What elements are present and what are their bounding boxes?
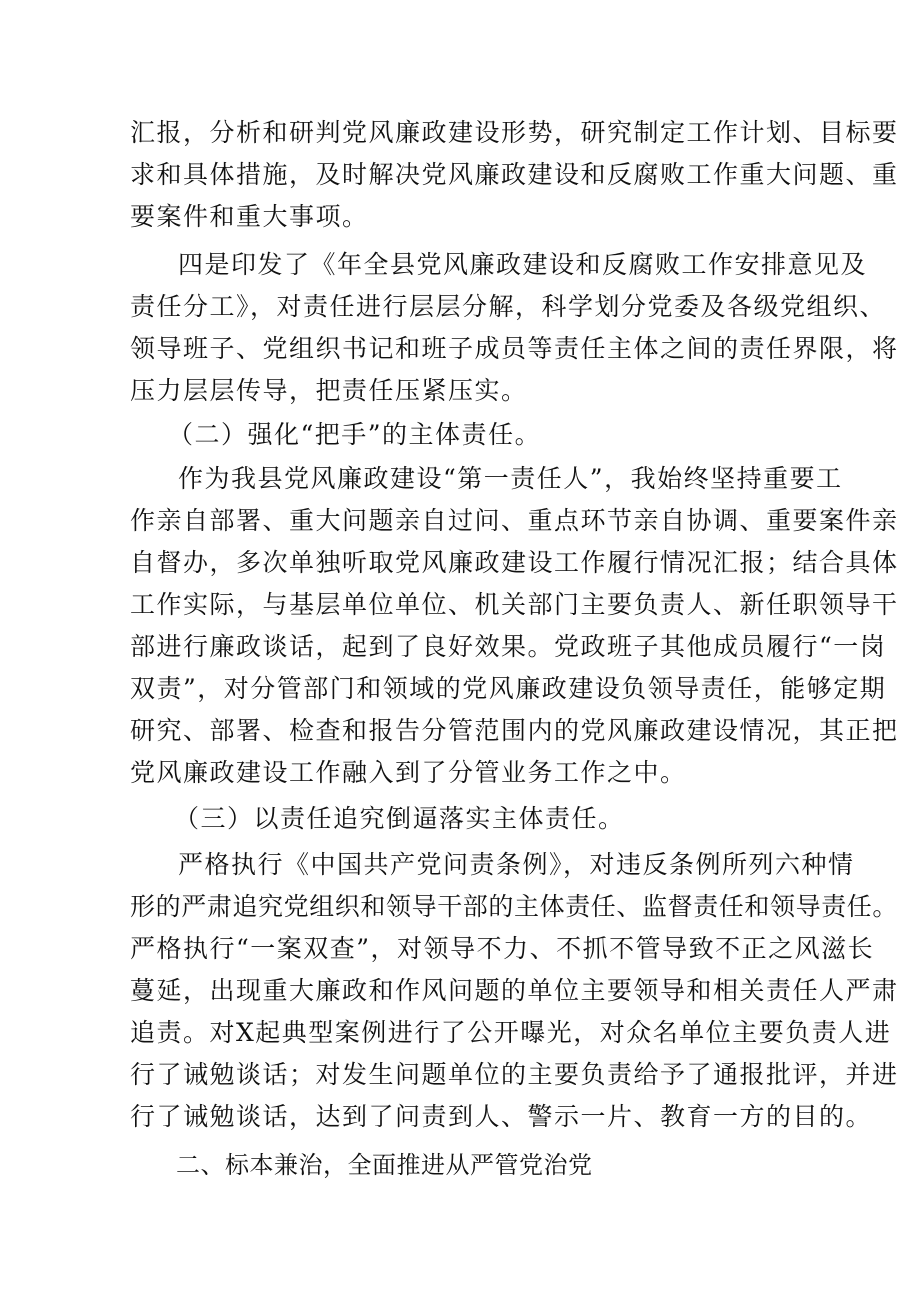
paragraph-line: 严格执行《中国共产党问责条例》，对违反条例所列六种情 [178,850,855,879]
paragraph-line: 严格执行“一案双查”，对领导不力、不抓不管导致不正之风滋长 [130,934,875,963]
paragraph-line: 形的严肃追究党组织和领导干部的主体责任、监督责任和领导责任。 [130,892,899,921]
paragraph-line: 责任分工》，对责任进行层层分解，科学划分党委及各级党组织、 [130,292,887,321]
paragraph-line: 汇报，分析和研判党风廉政建设形势，研究制定工作计划、目标要 [130,118,899,147]
paragraph-line: 行了诫勉谈话；对发生问题单位的主要负责给予了通报批评，并进 [130,1060,899,1089]
paragraph-line: 作为我县党风廉政建设“第一责任人”，我始终坚持重要工 [178,464,843,493]
paragraph-line: 领导班子、党组织书记和班子成员等责任主体之间的责任界限，将 [130,334,899,363]
paragraph-line: 行了诫勉谈话，达到了问责到人、警示一片、教育一方的目的。 [130,1102,873,1131]
section-heading: 二、标本兼治，全面推进从严管党治党 [176,1151,593,1179]
paragraph-line: 压力层层传导，把责任压紧压实。 [130,376,528,405]
subheading: （三）以责任追究倒逼落实主体责任。 [174,804,625,833]
paragraph-line: 作亲自部署、重大问题亲自过问、重点环节亲自协调、重要案件亲 [130,506,899,535]
subheading: （二）强化“把手”的主体责任。 [168,420,542,449]
paragraph-line: 求和具体措施，及时解决党风廉政建设和反腐败工作重大问题、重 [130,160,899,189]
paragraph-line: 四是印发了《年全县党风廉政建设和反腐败工作安排意见及 [178,250,868,279]
paragraph-line: 部进行廉政谈话，起到了良好效果。党政班子其他成员履行“一岗 [130,632,887,661]
paragraph-line: 双责”，对分管部门和领域的党风廉政建设负领导责任，能够定期 [130,674,887,703]
paragraph-line: 党风廉政建设工作融入到了分管业务工作之中。 [130,758,687,787]
paragraph-line: 自督办，多次单独听取党风廉政建设工作履行情况汇报；结合具体 [130,548,899,577]
paragraph-line: 要案件和重大事项。 [130,202,369,231]
paragraph-line: 蔓延，出现重大廉政和作风问题的单位主要领导和相关责任人严肃 [130,976,899,1005]
paragraph-line: 研究、部署、检查和报告分管范围内的党风廉政建设情况，其正把 [130,716,899,745]
paragraph-line: 追责。对X起典型案例进行了公开曝光，对众名单位主要负责人进 [130,1018,892,1047]
paragraph-line: 工作实际，与基层单位单位、机关部门主要负责人、新任职领导干 [130,590,899,619]
